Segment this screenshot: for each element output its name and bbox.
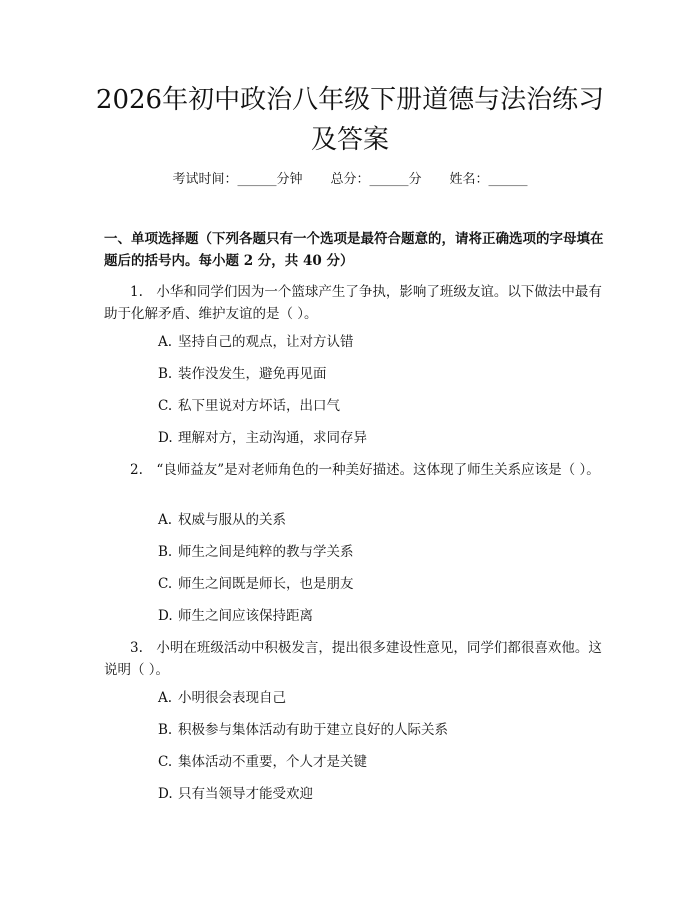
option — [158, 606, 313, 626]
option-letter: A. — [158, 512, 173, 528]
question-stem: 2. “良师益友”是对老师角色的一种美好描述。这体现了师生关系应该是（ ）。 — [130, 462, 600, 478]
option-letter: B. — [158, 544, 173, 560]
option — [158, 396, 340, 416]
option-text: 师生之间应该保持距离 — [178, 608, 313, 624]
exam-time: 考试时间：______分钟 — [172, 172, 303, 187]
option-letter: B. — [158, 366, 173, 382]
exam-meta — [0, 168, 700, 187]
title-line-2: 及答案 — [310, 125, 389, 155]
option-text: 坚持自己的观点，让对方认错 — [178, 334, 354, 350]
question-stem: 1. 小华和同学们因为一个篮球产生了争执，影响了班级友谊。以下做法中最有助于化解矛盾、维护友谊的是（ ）。 — [104, 284, 602, 322]
option — [158, 784, 313, 804]
option-text: 小明很会表现自己 — [178, 690, 286, 706]
option-letter: C. — [158, 754, 173, 770]
option-letter: A. — [158, 690, 173, 706]
option-letter: A. — [158, 334, 173, 350]
option-letter: D. — [158, 786, 173, 802]
option-text: 师生之间既是师长，也是朋友 — [178, 576, 354, 592]
document-title — [60, 80, 640, 160]
option — [158, 574, 354, 594]
option-text: 理解对方，主动沟通，求同存异 — [178, 430, 367, 446]
option — [158, 428, 367, 448]
option-letter: B. — [158, 722, 173, 738]
option — [158, 332, 354, 352]
exam-score: 总分：______分 — [330, 172, 422, 187]
option-letter: D. — [158, 430, 173, 446]
option-text: 只有当领导才能受欢迎 — [178, 786, 313, 802]
option — [158, 752, 367, 772]
option-text: 装作没发生，避免再见面 — [178, 366, 327, 382]
option — [158, 720, 448, 740]
option-text: 师生之间是纯粹的教与学关系 — [178, 544, 354, 560]
section-heading: 一、单项选择题（下列各题只有一个选项是最符合题意的，请将正确选项的字母填在题后的括号内。每小题 2 分，共 40 分） — [104, 231, 604, 269]
option-text: 私下里说对方坏话，出口气 — [178, 398, 340, 414]
option-letter: D. — [158, 608, 173, 624]
option — [158, 542, 354, 562]
option-letter: C. — [158, 398, 173, 414]
option — [158, 364, 327, 384]
option-text: 权威与服从的关系 — [178, 512, 286, 528]
option-text: 集体活动不重要，个人才是关键 — [178, 754, 367, 770]
option — [158, 688, 286, 708]
option-text: 积极参与集体活动有助于建立良好的人际关系 — [178, 722, 448, 738]
option — [158, 510, 286, 530]
student-name: 姓名：______ — [449, 172, 528, 187]
question-stem: 3. 小明在班级活动中积极发言，提出很多建设性意见，同学们都很喜欢他。这说明（ ）。 — [104, 640, 602, 678]
title-line-1: 2026年初中政治八年级下册道德与法治练习 — [95, 85, 605, 115]
option-letter: C. — [158, 576, 173, 592]
